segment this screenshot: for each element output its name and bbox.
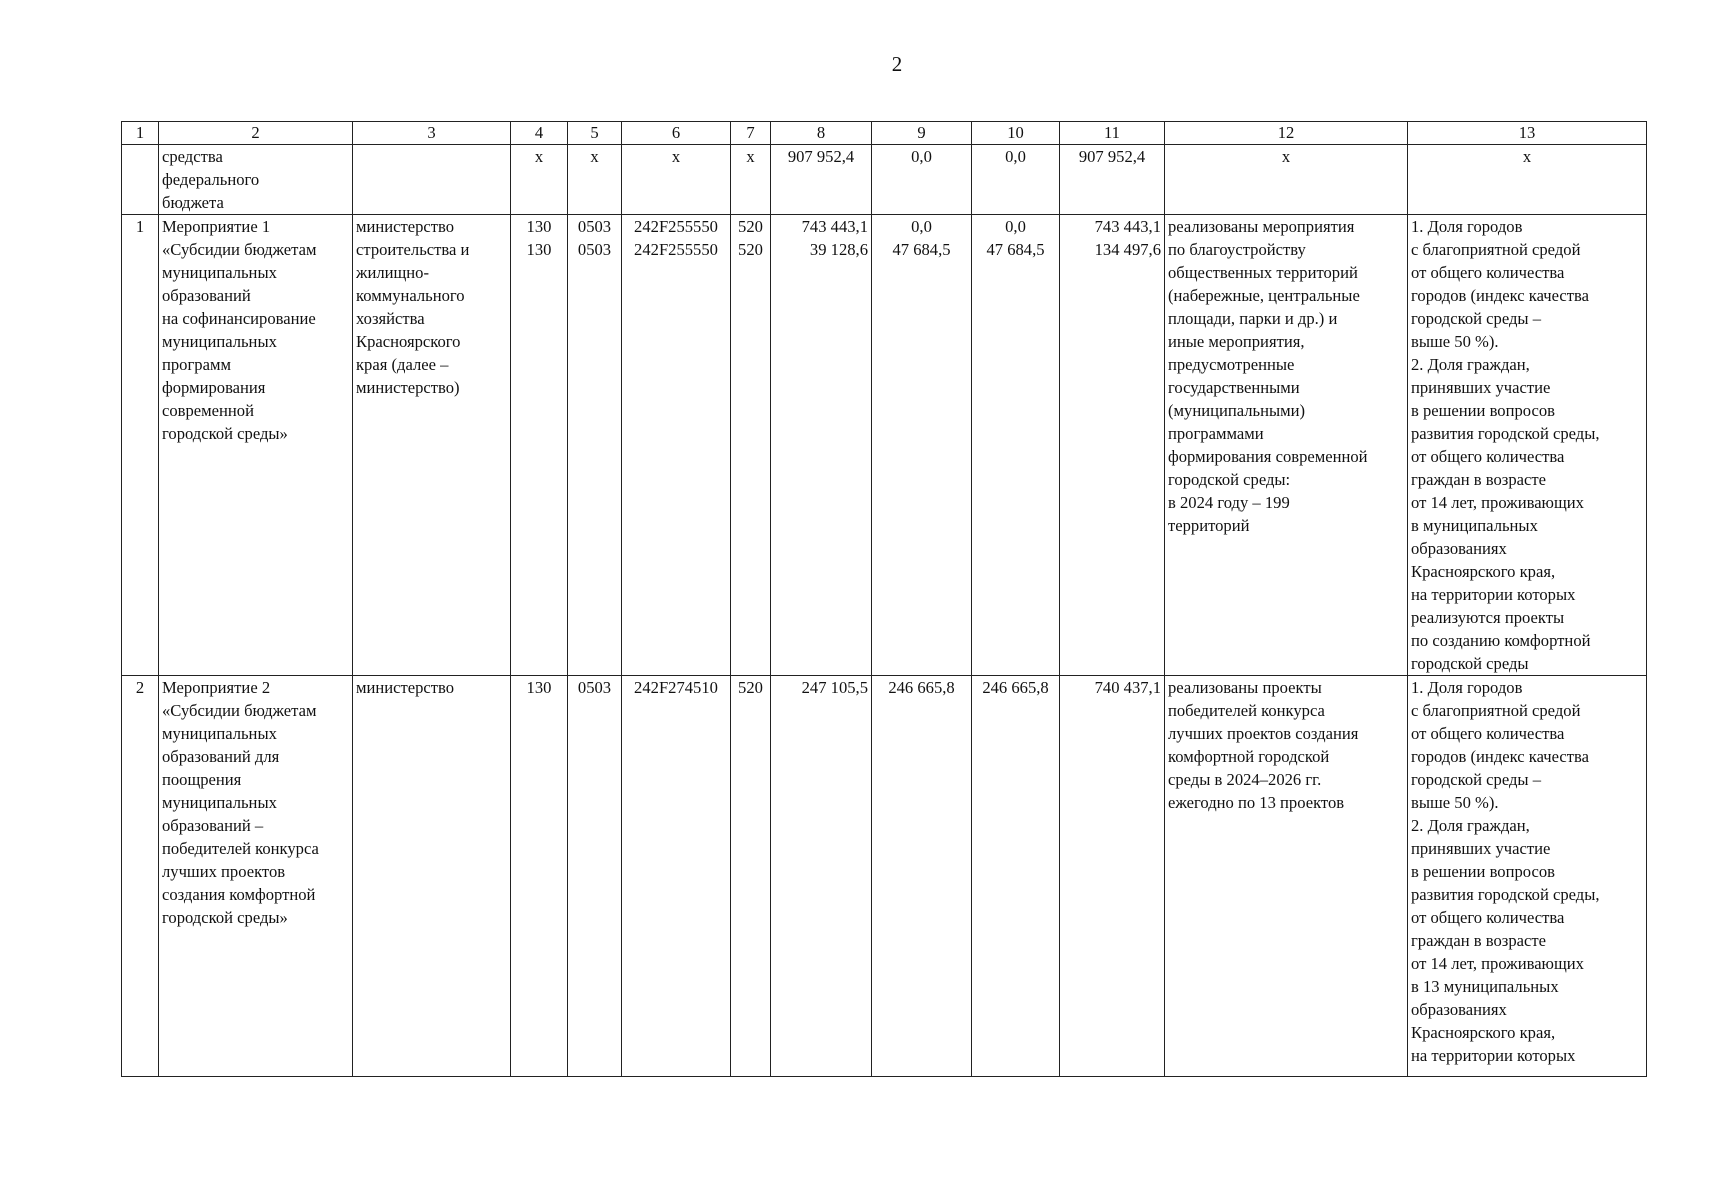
cell-federal-col9: 0,0 [872, 145, 972, 215]
cell-event1-number: 1 [122, 215, 159, 676]
table-row-event-2 [122, 676, 1647, 1077]
cell-federal-col13: x [1408, 145, 1647, 215]
cell-event2-name: Мероприятие 2 «Субсидии бюджетам муниципальных образований для поощрения муниципальных образований – победителей конкурса лучших проектов создания комфортной городской среды» [159, 676, 353, 1077]
cell-federal-col8: 907 952,4 [771, 145, 872, 215]
table-row-event-1 [122, 215, 1647, 676]
cell-event1-name: Мероприятие 1 «Субсидии бюджетам муниципальных образований на софинансирование муниципальных программ формирования современной городской среды» [159, 215, 353, 676]
header-cell-12: 12 [1165, 122, 1408, 145]
cell-event1-indicators: 1. Доля городов с благоприятной средой от общего количества городов (индекс качества городской среды – выше 50 %). 2. Доля граждан, принявших участие в решении вопросов развития городской среды, от общего количества граждан в возрасте от 14 лет, проживающих в муниципальных образованиях Красноярского края, на территории которых реализуются проекты по созданию комфортной городской среды [1408, 215, 1647, 676]
cell-federal-name: средства федерального бюджета [159, 145, 353, 215]
header-cell-1: 1 [122, 122, 159, 145]
cell-event1-col9 [872, 215, 972, 676]
event1-line1-col5: 0503 [577, 217, 612, 236]
header-cell-9: 9 [872, 122, 972, 145]
header-cell-2: 2 [159, 122, 353, 145]
cell-event1-col7 [731, 215, 771, 676]
table-row-federal-budget [122, 145, 1647, 215]
cell-event2-number: 2 [122, 676, 159, 1077]
event1-line1-col8: 743 443,1 [801, 217, 868, 236]
page-number: 2 [891, 52, 903, 76]
event1-line1-col10: 0,0 [1005, 217, 1026, 236]
cell-event1-col10 [972, 215, 1060, 676]
budget-table [121, 121, 1647, 1077]
cell-event2-col11: 740 437,1 [1060, 676, 1165, 1077]
cell-federal-col4: x [511, 145, 568, 215]
cell-event2-col6: 242F274510 [622, 676, 731, 1077]
header-cell-3: 3 [353, 122, 511, 145]
cell-event1-executor: министерство строительства и жилищно- коммунального хозяйства Красноярского края (далее – министерство) [353, 215, 511, 676]
event1-line2-col9: 47 684,5 [892, 240, 951, 259]
header-cell-13: 13 [1408, 122, 1647, 145]
event1-line2-col7: 520 [738, 240, 763, 259]
cell-event2-result: реализованы проекты победителей конкурса лучших проектов создания комфортной городской среды в 2024–2026 гг. ежегодно по 13 проектов [1165, 676, 1408, 1077]
cell-federal-col7: x [731, 145, 771, 215]
header-cell-4: 4 [511, 122, 568, 145]
header-cell-8: 8 [771, 122, 872, 145]
header-cell-7: 7 [731, 122, 771, 145]
cell-event2-col4: 130 [511, 676, 568, 1077]
cell-event2-col5: 0503 [568, 676, 622, 1077]
cell-federal-number [122, 145, 159, 215]
cell-event1-result: реализованы мероприятия по благоустройству общественных территорий (набережные, центральные площади, парки и др.) и иные мероприятия, предусмотренные государственными (муниципальными) программами формирования современной городской среды: в 2024 году – 199 территорий [1165, 215, 1408, 676]
event1-line1-col7: 520 [738, 217, 763, 236]
cell-federal-executor [353, 145, 511, 215]
cell-event2-executor: министерство [353, 676, 511, 1077]
event1-line2-col11: 134 497,6 [1094, 240, 1161, 259]
cell-federal-col12: x [1165, 145, 1408, 215]
event1-line2-col6: 242F255550 [634, 240, 718, 259]
cell-event1-col6 [622, 215, 731, 676]
event1-line2-col5: 0503 [577, 240, 612, 259]
cell-federal-col10: 0,0 [972, 145, 1060, 215]
cell-event2-col10: 246 665,8 [972, 676, 1060, 1077]
cell-federal-col11: 907 952,4 [1060, 145, 1165, 215]
event1-line1-col4: 130 [526, 217, 552, 236]
event1-line2-col4: 130 [526, 240, 552, 259]
cell-event1-col8 [771, 215, 872, 676]
event1-line1-col6: 242F255550 [634, 217, 718, 236]
cell-event1-col5 [568, 215, 622, 676]
cell-event1-col11 [1060, 215, 1165, 676]
event1-line2-col8: 39 128,6 [809, 240, 868, 259]
header-cell-11: 11 [1060, 122, 1165, 145]
header-cell-10: 10 [972, 122, 1060, 145]
cell-event2-col7: 520 [731, 676, 771, 1077]
event1-line2-col10: 47 684,5 [986, 240, 1045, 259]
cell-federal-col5: x [568, 145, 622, 215]
cell-event2-col8: 247 105,5 [771, 676, 872, 1077]
table-header-row [122, 122, 1647, 145]
cell-federal-col6: x [622, 145, 731, 215]
event1-line1-col11: 743 443,1 [1094, 217, 1161, 236]
cell-event2-indicators: 1. Доля городов с благоприятной средой от общего количества городов (индекс качества городской среды – выше 50 %). 2. Доля граждан, принявших участие в решении вопросов развития городской среды, от общего количества граждан в возрасте от 14 лет, проживающих в 13 муниципальных образованиях Красноярского края, на территории которых [1408, 676, 1647, 1077]
cell-event1-col4 [511, 215, 568, 676]
cell-event2-col9: 246 665,8 [872, 676, 972, 1077]
event1-line1-col9: 0,0 [911, 217, 932, 236]
header-cell-5: 5 [568, 122, 622, 145]
header-cell-6: 6 [622, 122, 731, 145]
